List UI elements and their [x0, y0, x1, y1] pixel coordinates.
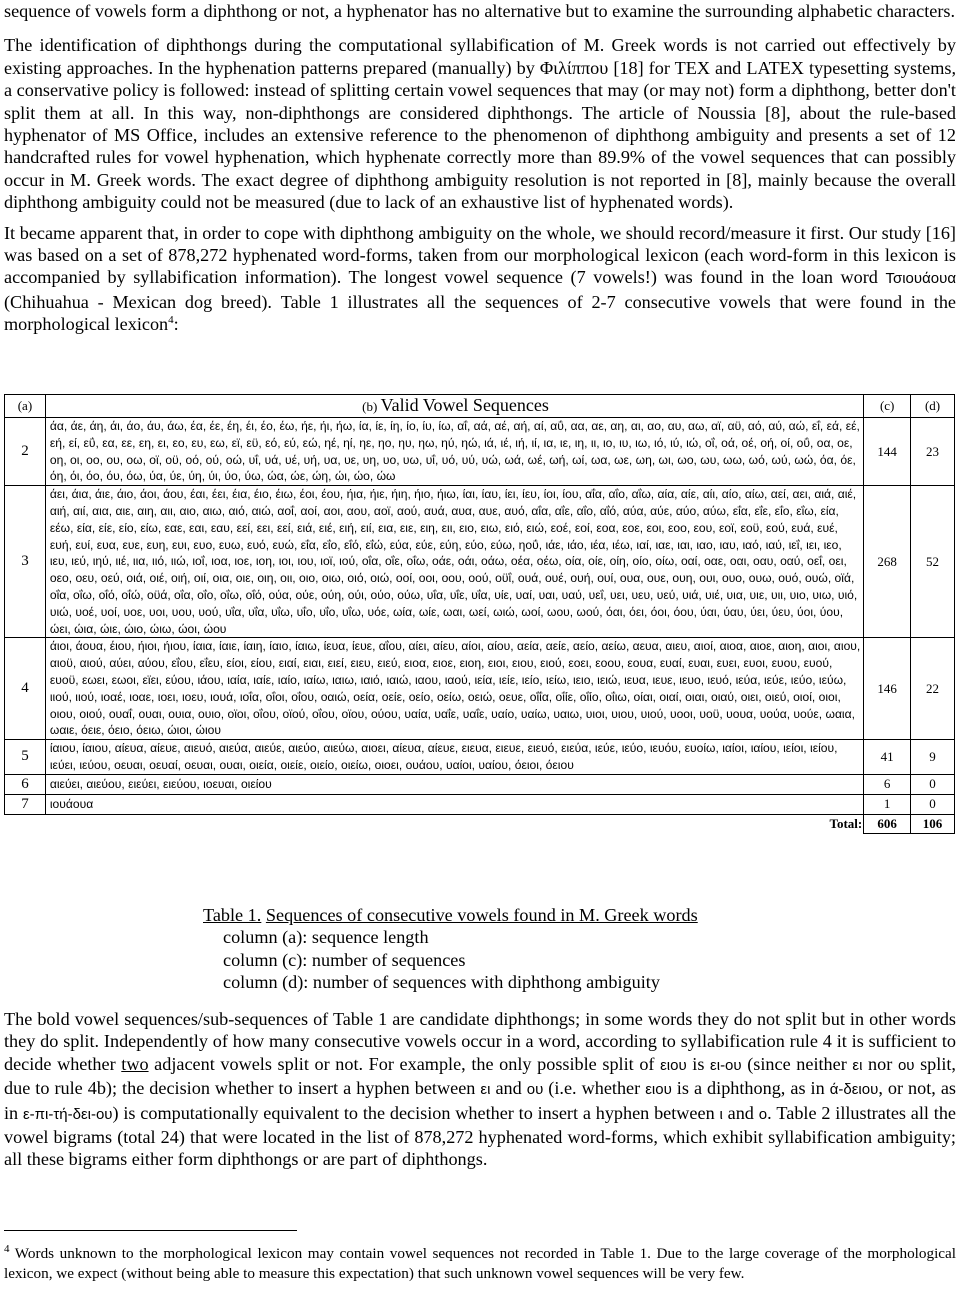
header-b [45, 395, 863, 418]
greek-example: ει-ου [710, 1056, 742, 1074]
caption-title [203, 904, 698, 926]
header-c: (c) [864, 395, 911, 418]
paragraph-intro: sequence of vowels form a diphthong or not, a hyphenator has no alternative but to examine the surrounding alphabetic characters. [4, 1, 955, 21]
row-sequences: άει, άια, άιε, άιο, άοι, άου, έαι, έει, έια, έιο, έιω, έοι, έου, ήια, ήιε, ήιη, ήιο, ήιω, ίαι, ίαυ, ίει, ίευ, ίοι, ίου, αΐα, αΐο, αΐω, αία, αίε, αίι, αίο, αίω, αεί, αει, αιά, αιέ, αιή, αιί, αια, αιε, αιη, αιι, αιο, αιω, αιό, αιώ, αοΐ, αοί, αοι, αου, αοϊ, αού, αυά, αυα, αυε, αυό, αΐα, αΐε, αΐο, αΐό, αύα, αύε, αύο, αύω, εΐα, εΐε, εΐο, εΐω, εία, εέω, εία, είε, είο, είω, εαε, εαι, εαυ, εεί, εει, εεί, ειά, ειέ, ειή, ειί, εια, ειε, ειη, ειι, ειο, ειω, ειό, ειώ, εοέ, εοί, εοα, εοε, εοι, εοο, εου, εοϊ, εοϋ, εού, ευά, ευέ, ευή, ευί, ευα, ευε, ευη, ευι, ευο, ευω, ευό, ευώ, εΐα, εΐο, εΐό, εΐώ, εύα, εύε, εύη, εύο, εύω, ηοΰ, ιάε, ιάο, ιέα, ιέω, ιαί, ιαε, ιαι, ιαο, ιαυ, ιαό, ιαύ, ιεΐ, ιει, ιεο, ιευ, ιεύ, ιηύ, ιιέ, ιια, ιιό, ιιώ, ιοΐ, ιοα, ιοε, ιοη, ιοι, ιου, ιοϊ, ιού, οΐα, οΐε, οΐω, οάε, οάι, οάω, οέα, οέω, οία, οίε, οίη, οίο, οίω, οαί, οαε, οαι, οαυ, οαύ, οεΐ, οει, οεο, οευ, οεύ, οιά, οιέ, οιή, οιί, οια, οιε, οιη, οιι, οιο, οιω, οιό, οιώ, οοί, οοι, οου, οού, οϋΐ, ουά, ουέ, ουή, ουί, ουα, ουε, ουη, ουι, ουο, ουω, ουό, ουώ, οϊά, οΐα, οΐω, οΐό, οΐώ, οϋά, οΐα, οΐο, οΐω, οΐό, ούα, ούε, ούη, ούι, ούο, ούω, υΐα, υΐε, υΐα, υίε, υαί, υαι, υαύ, υεΐ, υει, υευ, υεύ, υιά, υιέ, υια, υιε, υιι, υιο, υιω, υιό, υιώ, υοέ, υοί, υοε, υοι, υου, υού, υΐα, υΐα, υΐω, υΐο, υΐο, υΐω, υόε, ωία, ωίε, ωαι, ωεί, ωιώ, ωοί, ωου, ωού, όαι, όει, όοι, όου, ύαι, ύαυ, ύει, ύευ, ύοι, ύου, ώει, ώια, ώιε, ώιο, ώιω, ώοι, ώου [45, 486, 863, 638]
greek-example: ου [526, 1081, 544, 1099]
greek-example: ε-πι-τή-δει-ου [22, 1105, 113, 1123]
table-header-row [5, 395, 955, 418]
row-count: 144 [864, 418, 911, 486]
caption-prefix: Table 1. [203, 905, 262, 925]
paragraph-bold-sequences [4, 1008, 956, 1171]
caption-line-a: column (a): sequence length [223, 927, 429, 948]
text-segment: nor [862, 1053, 898, 1074]
greek-example: ειου [660, 1056, 687, 1074]
text-segment: and [722, 1102, 759, 1123]
underlined-word: two [121, 1053, 149, 1074]
paragraph-study [4, 222, 956, 336]
text-segment: The bold vowel sequences/sub-sequences of Table 1 are candidate diphthongs; in some words they do not split but in other words they do split. Independently of how many consecutive vowels occur in a word, according to syllabification rule 4 it is sufficient to decide whether [4, 1009, 956, 1074]
greek-example: ι [719, 1105, 723, 1123]
table-row [5, 740, 955, 775]
text-segment: is a diphthong, as in [671, 1078, 830, 1099]
footnote [4, 1244, 956, 1284]
row-ambiguous: 0 [911, 774, 955, 794]
row-ambiguous: 23 [911, 418, 955, 486]
text-segment: (i.e. whether [543, 1078, 646, 1099]
text-segment: is [686, 1053, 711, 1074]
loan-word: Τσιουάουα [885, 270, 956, 288]
row-sequences: άιοι, άουα, έιου, ήιοι, ήιου, ίαια, ίαιε, ίαιη, ίαιο, ίαιω, ίευα, ίευε, αΐου, αίει, αίευ, αίοι, αίου, αεία, αείε, αείο, αείω, αευα, αιευ, αιοί, αιοα, αιοε, αιοη, αιοι, αιου, αιοϋ, αιού, αύει, αύου, εΐου, εΐευ, είοι, είου, ειαί, ειαι, ειεί, ειευ, ειεύ, ειοα, ειοε, ειοη, ειοι, ειου, ειού, εοει, εοου, εουα, ευαί, ευαι, ευει, ευοι, ευου, ευού, ευοϋ, εωει, εωοι, εϊει, εύου, ιάου, ιαία, ιαίε, ιαίο, ιαίω, ιαιω, ιαιό, ιαιώ, ιαου, ιαού, ιεία, ιείε, ιείο, ιείω, ιειο, ιειώ, ιευα, ιευε, ιευο, ιευό, ιεύα, ιεύε, ιεύο, ιεύω, ιιού, ιιού, ιοαέ, ιοαε, ιοει, ιοευ, ιουά, ιοΐα, οΐοι, οΐου, οαιώ, οεία, οείε, οείο, οείω, οειώ, οευε, οΐΐα, οΐίε, οΐίο, οΐιω, οίαι, οιαί, οιαι, οιαύ, οιει, οιεύ, οιοί, οιοι, οιου, οιού, ουαΐ, ουαι, ουια, ουιο, οϊοι, οΐου, οϊού, οΐου, οϊου, ούου, υαία, υαΐε, υαΐε, υαίο, υαίω, υαιω, υιοι, υιου, υιού, υοοι, υοϋ, υουα, υούα, υούε, ωαια, ωαιε, όειε, όειο, όειω, ώιοι, ώιου [45, 638, 863, 740]
table-row [5, 794, 955, 814]
greek-example: ειου [645, 1081, 672, 1099]
row-ambiguous: 0 [911, 794, 955, 814]
table-row [5, 418, 955, 486]
text-segment: adjacent vowels split or not. For example, the only possible split of [148, 1053, 661, 1074]
row-sequences: αιεύει, αιεύου, ειεύει, ειεύου, ιοευαι, οιείου [45, 774, 863, 794]
row-length: 4 [5, 638, 46, 740]
header-b-prefix: (b) [362, 398, 378, 414]
text-segment: ) is computationally equivalent to the decision whether to insert a hyphen between [112, 1102, 720, 1123]
table-row [5, 774, 955, 794]
row-length: 7 [5, 794, 46, 814]
header-d: (d) [911, 395, 955, 418]
total-label: Total: [829, 815, 863, 831]
text-segment: . Table 2 illustrates all the vowel bigrams (total 24) that were located in the list of 878,272 hyphenated word-forms, which exhibit syllabification ambiguity; all these bigrams either form diphthongs or are part of diphthongs. [4, 1102, 956, 1170]
text-segment: [18] for TEX and LATEX typesetting systems, a conservative policy is followed: instead of splitting certain vowel sequences that may (or may not) form a diphthong, better don't split them at all. In this way, non-diphthongs are considered diphthongs. The article of Noussia [8], about the rule-based hyphenator of MS Office, includes an extensive reference to the phenomenon of diphthong ambiguity and presents a set of 12 handcrafted rules for vowel hyphenation, which hyphenate correctly more than 89.9% of the vowel sequences that can possibly occur in M. Greek words. The exact degree of diphthong ambiguity resolution is not reported in [8], mainly because the overall diphthong ambiguity could not be measured (due to lack of an exhaustive list of hyphenated words). [4, 57, 956, 213]
vowel-sequences-table [4, 394, 955, 834]
footnote-text: Words unknown to the morphological lexicon may contain vowel sequences not recorded in Table 1. Due to the large coverage of the morphological lexicon, we expect (without being able to measure this expectation) that such unknown vowel sequences will be very few. [4, 1245, 956, 1282]
row-count: 41 [864, 740, 911, 775]
footnote-rule [4, 1230, 297, 1231]
text-segment: (Chihuahua - Mexican dog breed). Table 1 illustrates all the sequences of 2-7 consecutive vowels that were found in the morphological lexicon [4, 291, 956, 335]
row-length: 2 [5, 418, 46, 486]
caption-line-d: column (d): number of sequences with diphthong ambiguity [223, 972, 660, 993]
caption-title-text: Sequences of consecutive vowels found in M. Greek words [265, 905, 698, 925]
text-segment: : [173, 314, 179, 335]
text-segment: It became apparent that, in order to cope with diphthong ambiguity on the whole, we should record/measure it first. Our study [16] was based on a set of 878,272 hyphenated word-forms, taken from our morphological lexicon (each word-form in this lexicon is accompanied by syllabification information). The longest vowel sequence (7 vowels!) was found in the loan word [4, 222, 956, 288]
row-count: 268 [864, 486, 911, 638]
row-count: 6 [864, 774, 911, 794]
paragraph-diphthong-identification [4, 34, 956, 213]
caption-line-c: column (c): number of sequences [223, 949, 466, 970]
footnote-number: 4 [4, 1242, 10, 1255]
table-row [5, 638, 955, 740]
text-segment: (since neither [741, 1053, 853, 1074]
row-sequences: ίαιου, ίαιου, αίευα, αίευε, αιευό, αιεύα, αιεύε, αιεύο, αιεύω, αιοει, αίευα, αίευε, ειευα, ειευε, ειευό, ειεύα, ιεύε, ιεύο, ιευόυ, ευοίω, ιαίοι, ιαίου, ιείοι, ιείου, ιεύει, ιεύου, οευαι, οευαί, οευαι, ουαι, οιεία, οιείε, οιείο, οιείω, οιοει, ουάου, υαίοι, υαίου, όειοι, όειου [45, 740, 863, 775]
row-count: 1 [864, 794, 911, 814]
text-segment: The identification of diphthongs during the computational syllabification of M. Greek words is not carried out effectively by existing approaches. In the hyphenation patterns prepared (manually) by [4, 35, 956, 78]
text-segment: split, due to rule 4b); the decision whether to insert a hyphen between [4, 1053, 956, 1099]
row-count: 146 [864, 638, 911, 740]
table-total-row [5, 814, 955, 833]
row-sequences: άα, άε, άη, άι, άο, άυ, άω, έα, έε, έη, έι, έο, έω, ήε, ήι, ήω, ία, ίε, ίη, ίο, ίυ, ίω, αΐ, αά, αέ, αή, αί, αΰ, αα, αε, αη, αι, αο, αυ, αω, αϊ, αϋ, αό, αύ, αώ, εΐ, εά, εέ, εή, εί, εΰ, εα, εε, εη, ει, εο, ευ, εω, εϊ, εϋ, εό, εύ, εώ, ηέ, ηί, ηε, ηο, ηυ, ηω, ηύ, ηώ, ιά, ιέ, ιή, ιί, ια, ιε, ιη, ιι, ιο, ιυ, ιω, ιό, ιύ, ιώ, οΐ, οά, οέ, οή, οί, οΰ, οα, οε, οη, οι, οο, ου, οω, οϊ, οϋ, οό, ού, οώ, υΐ, υά, υέ, υή, υα, υε, υη, υο, υω, υΐ, υό, υύ, υώ, ωά, ωέ, ωή, ωί, ωα, ωε, ωη, ωι, ωο, ωυ, ωω, ωό, ωύ, ωώ, όα, όε, όη, όι, όο, όυ, όω, ύα, ύε, ύη, ύι, ύο, ύω, ώα, ώε, ώη, ώι, ώο, ώω [45, 418, 863, 486]
greek-example: ου [897, 1056, 915, 1074]
greek-example: ά-δειου [829, 1081, 879, 1099]
footnote-mark: 4 [168, 314, 174, 327]
row-sequences: ιουάουα [45, 794, 863, 814]
total-ambiguous: 106 [911, 814, 955, 833]
greek-example: ει [480, 1081, 491, 1099]
header-b-title: Valid Vowel Sequences [380, 394, 549, 415]
header-a: (a) [5, 395, 46, 418]
row-length: 5 [5, 740, 46, 775]
greek-example: ο [758, 1105, 768, 1123]
row-ambiguous: 9 [911, 740, 955, 775]
row-ambiguous: 52 [911, 486, 955, 638]
table-row [5, 486, 955, 638]
text-segment: , or not, as in [4, 1078, 957, 1123]
greek-example: ει [852, 1056, 863, 1074]
text-segment: and [490, 1078, 527, 1099]
table-caption [203, 904, 698, 994]
row-ambiguous: 22 [911, 638, 955, 740]
total-count: 606 [864, 814, 911, 833]
greek-name: Φιλίππου [539, 57, 609, 78]
row-length: 3 [5, 486, 46, 638]
row-length: 6 [5, 774, 46, 794]
